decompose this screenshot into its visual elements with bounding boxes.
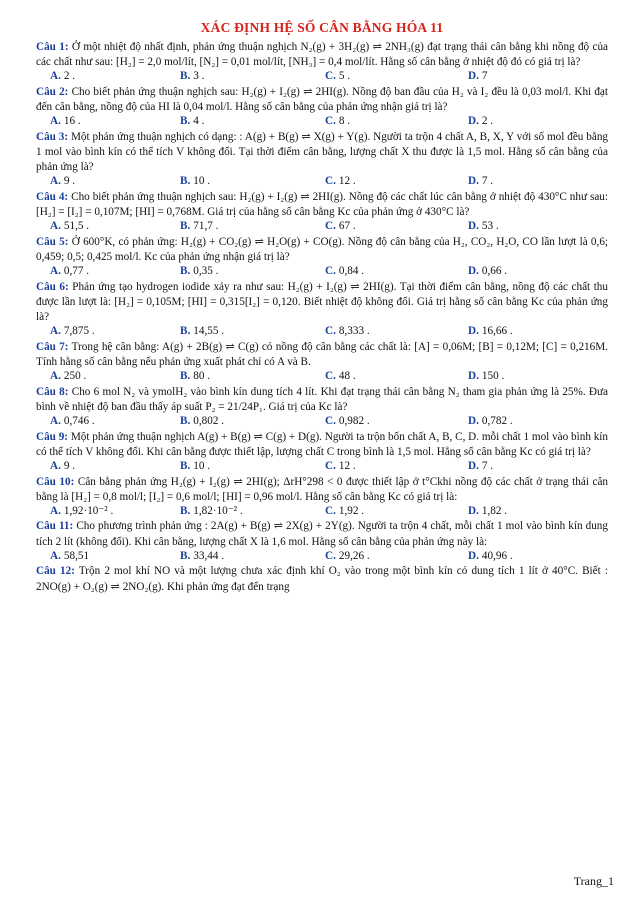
answer-option[interactable] <box>180 505 325 519</box>
option-letter: C. <box>325 265 336 278</box>
question-label: Câu 11: <box>36 520 74 533</box>
answer-option[interactable] <box>50 265 180 279</box>
option-letter: B. <box>180 325 191 338</box>
answer-options <box>36 415 608 429</box>
question-text <box>36 85 608 115</box>
answer-option[interactable] <box>180 415 325 429</box>
question-text <box>36 235 608 265</box>
question-label: Câu 7: <box>36 340 69 353</box>
question-text <box>36 385 608 415</box>
option-text: 1,82·10⁻² . <box>193 504 243 517</box>
option-letter: B. <box>180 115 191 128</box>
answer-option[interactable] <box>180 265 325 279</box>
answer-option[interactable] <box>468 370 598 384</box>
question-item <box>36 519 608 563</box>
answer-option[interactable] <box>50 460 180 474</box>
question-text <box>36 475 608 505</box>
option-text: 51,5 . <box>63 220 90 233</box>
answer-option[interactable] <box>180 325 325 339</box>
option-letter: C. <box>325 370 336 383</box>
option-text: 2 . <box>63 70 76 83</box>
answer-option[interactable] <box>325 415 468 429</box>
option-letter: B. <box>180 220 191 233</box>
option-text: 0,746 . <box>63 415 95 428</box>
option-text: 48 . <box>338 370 356 383</box>
answer-options <box>36 115 608 129</box>
answer-option[interactable] <box>468 175 598 189</box>
option-text: 0,84 . <box>338 265 365 278</box>
answer-options <box>36 325 608 339</box>
answer-options <box>36 265 608 279</box>
answer-option[interactable] <box>50 115 180 129</box>
option-text: 7 <box>481 70 488 83</box>
answer-option[interactable] <box>468 415 598 429</box>
answer-option[interactable] <box>468 325 598 339</box>
option-text: 1,92 . <box>338 504 365 517</box>
question-label: Câu 1: <box>36 41 69 53</box>
option-letter: C. <box>325 415 336 428</box>
answer-options <box>36 70 608 84</box>
option-text: 67 . <box>338 220 356 233</box>
option-text: 5 . <box>338 70 351 83</box>
question-item <box>36 85 608 129</box>
option-text: 0,782 . <box>481 415 513 428</box>
answer-option[interactable] <box>325 325 468 339</box>
question-item <box>36 235 608 279</box>
answer-option[interactable] <box>180 220 325 234</box>
answer-option[interactable] <box>325 460 468 474</box>
option-text: 9 . <box>63 175 76 188</box>
question-body: Cho 6 mol N₂ và ymolH₂ vào bình kín dung tích 4 lít. Khi đạt trạng thái cân bằng N₂ tham gia phản ứng là 25%. Đưa bình về nhiệt độ ban đầu thấy áp suất P₂ = 21/24P₁. Giá trị của Kc là? <box>36 385 608 413</box>
option-letter: A. <box>50 549 61 562</box>
answer-option[interactable] <box>50 220 180 234</box>
answer-option[interactable] <box>50 370 180 384</box>
option-letter: A. <box>50 460 61 473</box>
option-letter: C. <box>325 115 336 128</box>
question-item <box>36 564 608 594</box>
answer-option[interactable] <box>325 115 468 129</box>
option-letter: B. <box>180 265 191 278</box>
option-letter: C. <box>325 175 336 188</box>
answer-option[interactable] <box>180 115 325 129</box>
option-letter: C. <box>325 504 336 517</box>
option-letter: A. <box>50 415 61 428</box>
question-body: Phản ứng tạo hydrogen iodide xảy ra như sau: H₂(g) + I₂(g) ⇌ 2HI(g). Tại thời điểm cân bằng, nồng độ các chất thu được lần lượt là: [H₂] = 0,105M; [HI] = 0,315[I₂] = 0,120. Biết nhiệt độ không đổi. Giá trị hằng số cân bằng Kc của phản ứng là? <box>36 280 608 324</box>
question-label: Câu 4: <box>36 190 69 203</box>
answer-option[interactable] <box>180 70 325 84</box>
option-letter: C. <box>325 325 336 338</box>
option-text: 53 . <box>481 220 499 233</box>
option-letter: B. <box>180 175 191 188</box>
option-text: 10 . <box>193 460 211 473</box>
option-letter: A. <box>50 175 61 188</box>
option-text: 9 . <box>63 460 76 473</box>
option-letter: D. <box>468 370 479 383</box>
option-letter: D. <box>468 460 479 473</box>
option-letter: A. <box>50 504 61 517</box>
question-body: Cân bằng phản ứng H₂(g) + I₂(g) ⇌ 2HI(g); ΔrH°298 < 0 được thiết lập ở t°Ckhi nồng độ các chất ở trạng thái cân bằng là [H₂] = 0,8 mol/l; [I₂] = 0,6 mol/l; [HI] = 0,96 mol/l. Hằng số cân bằng Kc có giá trị là: <box>36 475 609 503</box>
option-letter: D. <box>468 504 479 517</box>
question-item <box>36 40 608 84</box>
option-letter: B. <box>180 549 191 562</box>
question-text <box>36 190 608 220</box>
answer-option[interactable] <box>50 70 180 84</box>
option-letter: D. <box>468 265 479 278</box>
question-label: Câu 5: <box>36 235 69 248</box>
question-body: Một phản ứng thuận nghịch có dạng: : A(g) + B(g) ⇌ X(g) + Y(g). Người ta trộn 4 chất A, B, X, Y với số mol đều bằng 1 mol vào bình kín có thể tích V không đổi. Tại thời điểm cân bằng, lượng chất X thu được là 1,5 mol. Hằng số cân bằng của phản ứng là? <box>36 130 609 174</box>
option-letter: C. <box>325 549 336 562</box>
question-body: Cho phương trình phản ứng : 2A(g) + B(g) ⇌ 2X(g) + 2Y(g). Người ta trộn 4 chất, mỗi chất 1 mol vào bình kín dung tích 2 lít (không đổi). Khi cân bằng, lượng chất X là 1,6 mol. Hằng số cân bằng của phản ứng này là: <box>36 520 608 548</box>
option-letter: B. <box>180 504 191 517</box>
option-letter: A. <box>50 115 61 128</box>
question-item <box>36 340 608 384</box>
answer-option[interactable] <box>50 550 180 564</box>
option-letter: C. <box>325 70 336 83</box>
answer-option[interactable] <box>468 70 598 84</box>
option-letter: D. <box>468 415 479 428</box>
question-label: Câu 8: <box>36 385 69 398</box>
option-letter: B. <box>180 370 191 383</box>
option-letter: D. <box>468 115 479 128</box>
answer-option[interactable] <box>468 220 598 234</box>
question-item <box>36 430 608 474</box>
option-letter: A. <box>50 265 61 278</box>
option-letter: C. <box>325 220 336 233</box>
option-letter: D. <box>468 175 479 188</box>
answer-option[interactable] <box>325 70 468 84</box>
question-item <box>36 385 608 429</box>
option-text: 0,982 . <box>338 415 370 428</box>
answer-options <box>36 220 608 234</box>
question-item <box>36 190 608 234</box>
question-body: Trong hệ cân bằng: A(g) + 2B(g) ⇌ C(g) có nồng độ cân bằng các chất là: [A] = 0,06M; [B] = 0,12M; [C] = 0,216M. Tính hằng số cân bằng nếu phản ứng xuất phát chỉ có A và B. <box>36 340 608 369</box>
question-body: Một phản ứng thuận nghịch A(g) + B(g) ⇌ C(g) + D(g). Người ta trộn bốn chất A, B, C, D. mỗi chất 1 mol vào bình kín có thể tích V không đổi. Khi cân bằng được thiết lập, lượng chất C trong bình là 1,5 mol. Hằng số cân bằng Kc có giá trị là? <box>36 430 609 458</box>
option-letter: B. <box>180 415 191 428</box>
option-text: 150 . <box>481 370 505 383</box>
option-letter: D. <box>468 549 479 562</box>
question-text <box>36 280 608 326</box>
option-text: 7,875 . <box>63 325 95 338</box>
question-body: Ở một nhiệt độ nhất định, phản ứng thuận nghịch N₂(g) + 3H₂(g) ⇌ 2NH₃(g) đạt trạng thái cân bằng khi nồng độ của các chất như sau: [H₂] = 2,0 mol/lít, [N₂] = 0,01 mol/lít, [NH₃] = 0,4 mol/lít. Hằng số cân bằng ở nhiệt độ đó có giá trị là? <box>36 41 609 69</box>
option-text: 0,77 . <box>63 265 90 278</box>
option-text: 1,82 . <box>481 504 508 517</box>
option-letter: A. <box>50 325 61 338</box>
question-body: Ở 600°K, có phản ứng: H₂(g) + CO₂(g) ⇌ H₂O(g) + CO(g). Nồng độ cân bằng của H₂, CO₂, H₂O, CO lần lượt là 0,6; 0,459; 0,5; 0,425 mol/l. Kc của phản ứng nhận giá trị là? <box>36 235 609 264</box>
question-body: Cho biết phản ứng thuận nghịch sau: H₂(g) + I₂(g) ⇌ 2HI(g). Nồng độ các chất lúc cân bằng ở nhiệt độ 430°C như sau: [H₂] = [I₂] = 0,107M; [HI] = 0,768M. Giá trị của hằng số cân bằng Kc của phản ứng ở 430°C là? <box>36 190 608 219</box>
option-letter: A. <box>50 370 61 383</box>
answer-option[interactable] <box>50 175 180 189</box>
answer-option[interactable] <box>325 220 468 234</box>
question-text <box>36 430 608 460</box>
question-label: Câu 2: <box>36 85 69 98</box>
option-letter: B. <box>180 460 191 473</box>
option-text: 7 . <box>481 175 494 188</box>
answer-option[interactable] <box>180 550 325 564</box>
question-item <box>36 280 608 339</box>
option-letter: C. <box>325 460 336 473</box>
option-text: 58,51 <box>63 549 90 562</box>
option-text: 14,55 . <box>193 325 225 338</box>
answer-option[interactable] <box>325 175 468 189</box>
answer-options <box>36 175 608 189</box>
option-text: 0,35 . <box>193 265 219 278</box>
option-text: 16,66 . <box>481 325 513 338</box>
page-number: Trang_1 <box>573 874 614 888</box>
question-item <box>36 130 608 189</box>
option-text: 8 . <box>338 115 351 128</box>
answer-options <box>36 460 608 474</box>
answer-option[interactable] <box>325 370 468 384</box>
answer-option[interactable] <box>325 505 468 519</box>
question-item <box>36 475 608 519</box>
answer-options <box>36 370 608 384</box>
answer-options <box>36 505 608 519</box>
question-text <box>36 340 608 370</box>
answer-option[interactable] <box>468 115 598 129</box>
option-text: 29,26 . <box>338 549 370 562</box>
option-text: 33,44 . <box>193 549 225 562</box>
option-text: 2 . <box>481 115 494 128</box>
option-text: 12 . <box>338 175 356 188</box>
question-text <box>36 130 608 176</box>
option-letter: D. <box>468 220 479 233</box>
option-letter: D. <box>468 70 479 83</box>
option-text: 80 . <box>193 370 211 383</box>
answer-option[interactable] <box>180 370 325 384</box>
option-letter: A. <box>50 70 61 83</box>
answer-option[interactable] <box>468 550 598 564</box>
option-text: 10 . <box>193 175 211 188</box>
answer-options <box>36 550 608 564</box>
question-text <box>36 40 608 70</box>
option-text: 250 . <box>63 370 87 383</box>
option-letter: B. <box>180 70 191 83</box>
answer-option[interactable] <box>180 460 325 474</box>
question-text <box>36 564 608 594</box>
answer-option[interactable] <box>468 505 598 519</box>
page-title: XÁC ĐỊNH HỆ SỐ CÂN BẰNG HÓA 11 <box>200 20 444 35</box>
question-label: Câu 3: <box>36 130 69 143</box>
option-text: 8,333 . <box>338 325 370 338</box>
answer-option[interactable] <box>325 265 468 279</box>
answer-option[interactable] <box>468 265 598 279</box>
option-text: 7 . <box>481 460 494 473</box>
option-text: 1,92·10⁻² . <box>63 504 114 517</box>
option-text: 3 . <box>193 70 205 83</box>
question-label: Câu 12: <box>36 565 75 578</box>
answer-option[interactable] <box>325 550 468 564</box>
question-label: Câu 6: <box>36 280 69 293</box>
answer-option[interactable] <box>50 415 180 429</box>
answer-option[interactable] <box>468 460 598 474</box>
question-body: Trộn 2 mol khí NO và một lượng chưa xác định khí O₂ vào trong một bình kín có dung tích 1 lít ở 40°C. Biết : 2NO(g) + O₂(g) ⇌ 2NO₂(g). Khi phản ứng đạt đến trạng <box>36 565 608 593</box>
option-text: 0,66 . <box>481 265 508 278</box>
answer-option[interactable] <box>50 505 180 519</box>
option-text: 4 . <box>193 115 205 128</box>
option-text: 16 . <box>63 115 81 128</box>
question-text <box>36 519 608 549</box>
option-text: 0,802 . <box>193 415 225 428</box>
option-text: 12 . <box>338 460 356 473</box>
question-body: Cho biết phản ứng thuận nghịch sau: H₂(g) + I₂(g) ⇌ 2HI(g). Nồng độ ban đầu của H₂ và I₂ đều là 0,03 mol/l. Khi đạt đến cân bằng, nồng độ của HI là 0,04 mol/l. Hằng số cân bằng của phản ứng nhận giá trị là? <box>36 85 608 114</box>
option-text: 71,7 . <box>193 220 219 233</box>
question-label: Câu 9: <box>36 430 69 443</box>
answer-option[interactable] <box>50 325 180 339</box>
question-list <box>36 40 608 595</box>
option-text: 40,96 . <box>481 549 513 562</box>
answer-option[interactable] <box>180 175 325 189</box>
question-label: Câu 10: <box>36 475 75 488</box>
option-letter: A. <box>50 220 61 233</box>
option-letter: D. <box>468 325 479 338</box>
